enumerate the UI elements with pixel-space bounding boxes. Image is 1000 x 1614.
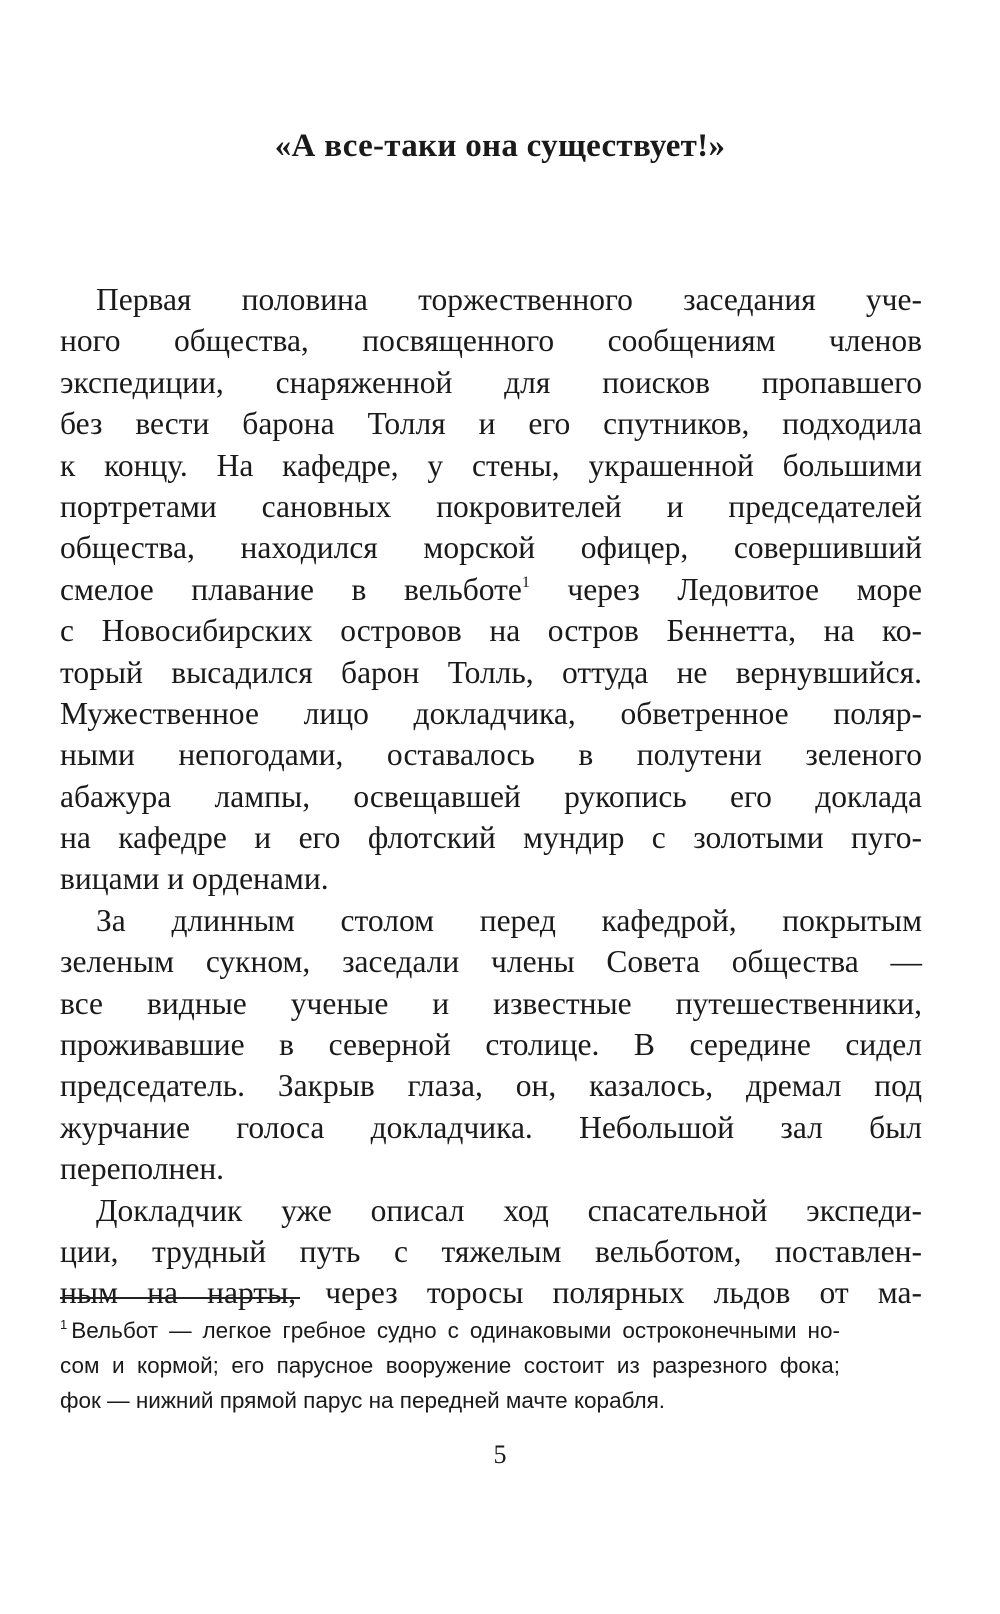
footnote-line <box>60 1313 840 1348</box>
text-line: ным на нарты, через торосы полярных льдов от ма- <box>60 1275 922 1311</box>
footnote-text: Вельбот — легкое гребное судно с одинаковыми остроконечными но- <box>71 1318 840 1343</box>
text-line: портретами сановных покровителей и председателей <box>60 488 922 524</box>
text-line: абажура лампы, освещавшей рукопись его доклада <box>60 778 922 814</box>
footnote-divider <box>60 1297 300 1299</box>
text-line: вицами и орденами. <box>60 861 329 897</box>
text-line: За длинным столом перед кафедрой, покрытым <box>96 902 922 938</box>
text-line: с Новосибирских островов на остров Беннетта, на ко- <box>60 613 922 649</box>
text-line: зеленым сукном, заседали члены Совета общества — <box>60 944 922 980</box>
paragraph <box>60 279 922 900</box>
text-line-with-footnote-ref <box>60 569 922 610</box>
text-line: Первая половина торжественного заседания уче- <box>96 282 922 317</box>
text-line: ции, трудный путь с тяжелым вельботом, поставлен- <box>60 1233 922 1269</box>
text-line: председатель. Закрыв глаза, он, казалось, дремал под <box>60 1068 922 1104</box>
text-line: ного общества, посвященного сообщениям членов <box>60 323 922 359</box>
text-fragment: смелое плавание в вельботе <box>60 571 522 607</box>
text-line: журчание голоса докладчика. Небольшой зал был <box>60 1109 922 1145</box>
text-line: к концу. На кафедре, у стены, украшенной большими <box>60 447 922 483</box>
text-line: без вести барона Толля и его спутников, подходила <box>60 406 922 442</box>
text-fragment: через Ледовитое море <box>567 571 922 607</box>
footnote-ref: 1 <box>521 573 530 591</box>
text-line: на кафедре и его флотский мундир с золотыми пуго- <box>60 820 922 856</box>
paragraph <box>60 1190 922 1314</box>
body-text <box>60 279 922 1314</box>
chapter-title: «А все-таки она существует!» <box>274 128 726 164</box>
text-line: проживавшие в северной столице. В середине сидел <box>60 1027 922 1063</box>
footnote-line: сом и кормой; его парусное вооружение состоит из разрезного фока; <box>60 1353 840 1378</box>
footnote-marker: 1 <box>60 1317 68 1332</box>
text-line: общества, находился морской офицер, совершивший <box>60 530 922 566</box>
text-line: ными непогодами, оставалось в полутени зеленого <box>60 737 922 773</box>
text-line: все видные ученые и известные путешественники, <box>60 985 922 1021</box>
page-number: 5 <box>493 1440 507 1469</box>
text-line: переполнен. <box>60 1151 225 1187</box>
text-line: Докладчик уже описал ход спасательной экспеди- <box>96 1192 922 1228</box>
paragraph <box>60 900 922 1190</box>
text-line: Мужественное лицо докладчика, обветренное поляр- <box>60 695 922 731</box>
footnote-line: фок — нижний прямой парус на передней мачте корабля. <box>60 1388 666 1413</box>
text-line: торый высадился барон Толль, оттуда не вернувшийся. <box>60 654 922 690</box>
text-line: экспедиции, снаряженной для поисков пропавшего <box>60 364 922 400</box>
footnote <box>60 1313 840 1418</box>
